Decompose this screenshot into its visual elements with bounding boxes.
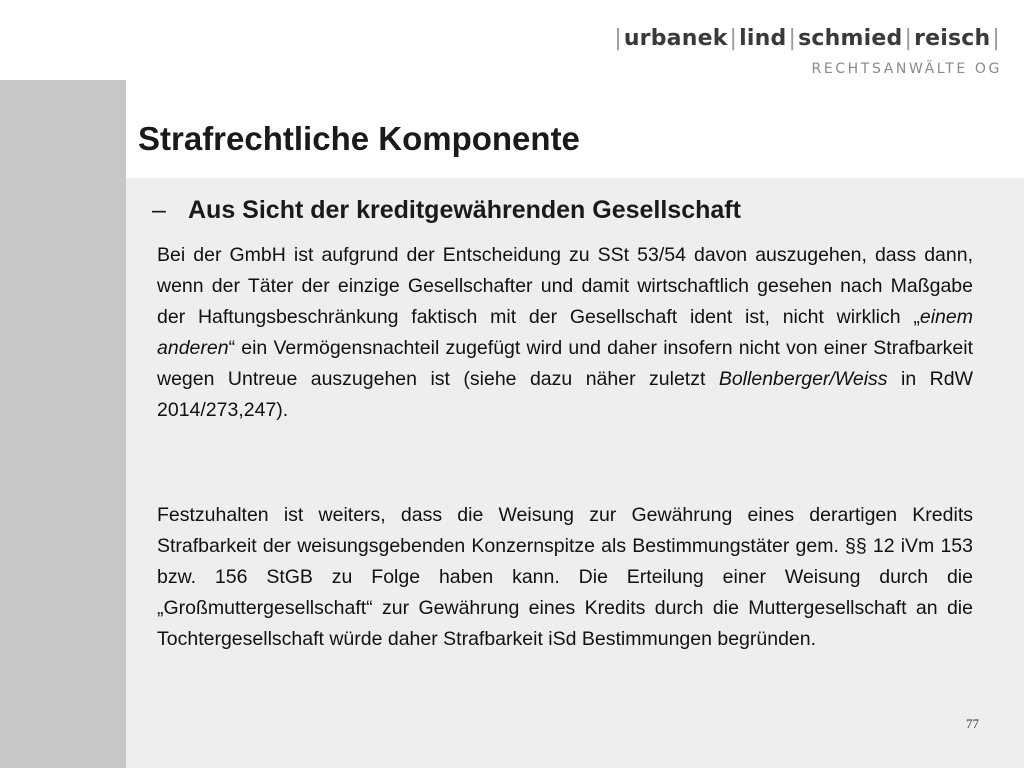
logo-name-3: schmied — [798, 26, 903, 51]
paragraph-1-italic-1: einem anderen — [157, 306, 973, 359]
bullet-dash: – — [152, 196, 166, 224]
page-number: 77 — [966, 716, 979, 731]
paragraph-1-part-2: “ ein Vermögensnachteil zugefügt wird und daher insofern nicht von einer Strafbarkeit wegen Untreue auszugehen ist (siehe dazu näher zuletzt — [157, 337, 973, 390]
firm-logo — [612, 26, 1002, 77]
paragraph-1-part-3: in RdW 2014/273,247). — [157, 368, 973, 421]
logo-name-4: reisch — [914, 26, 991, 51]
logo-subtitle: RECHTSANWÄLTE OG — [811, 61, 1002, 77]
paragraph-2: Festzuhalten ist weiters, dass die Weisung zur Gewährung eines derartigen Kredits Strafbarkeit der weisungsgebenden Konzernspitze als Bestimmungstäter gem. §§ 12 iVm 153 bzw. 156 StGB zu Folge haben kann. Die Erteilung einer Weisung durch die „Großmuttergesellschaft“ zur Gewährung eines Kredits durch die Muttergesellschaft an die Tochtergesellschaft würde daher Strafbarkeit iSd Bestimmungen begründen. — [157, 504, 973, 650]
paragraph-1 — [157, 240, 973, 426]
logo-names: |urbanek|lind|schmied|reisch| — [614, 26, 1000, 51]
left-decorative-stripe — [0, 80, 126, 768]
logo-name-1: urbanek — [623, 26, 728, 51]
slide-title: Strafrechtliche Komponente — [138, 120, 580, 157]
logo-name-2: lind — [739, 26, 787, 51]
paragraph-1-part-1: Bei der GmbH ist aufgrund der Entscheidung zu SSt 53/54 davon auszugehen, dass dann, wenn der Täter der einzige Gesellschafter und damit wirtschaftlich gesehen nach Maßgabe der Haftungsbeschränkung faktisch mit der Gesellschaft ident ist, nicht wirklich „ — [157, 244, 973, 328]
bullet-heading-text: Aus Sicht der kreditgewährenden Gesellschaft — [188, 196, 741, 224]
paragraph-1-italic-2: Bollenberger/Weiss — [718, 368, 888, 390]
bullet-heading — [152, 196, 741, 225]
